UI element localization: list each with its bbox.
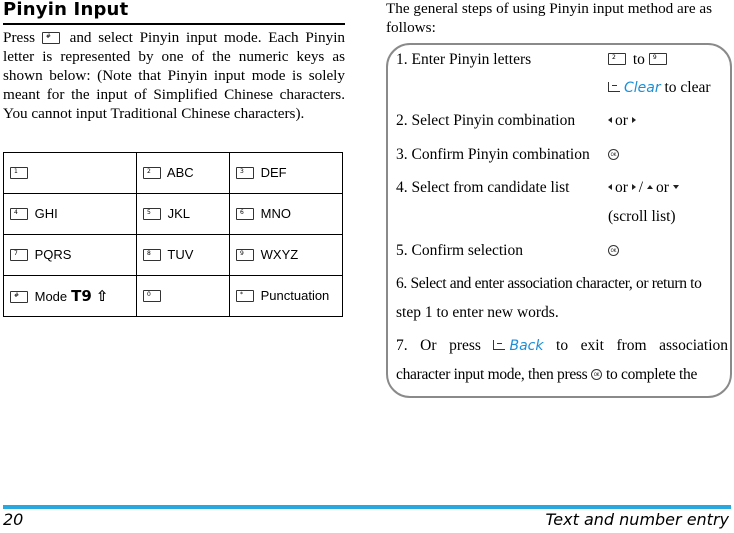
key-6-icon: 6	[236, 208, 254, 220]
softkey-icon	[493, 340, 505, 350]
key-5-icon: 5	[143, 208, 161, 220]
step-5-text: 5. Confirm selection	[396, 242, 523, 259]
step-4-scroll: (scroll list)	[608, 208, 676, 225]
key-cell	[137, 235, 230, 276]
key-letters: Punctuation	[260, 288, 330, 304]
step-2-keys: or	[608, 111, 639, 131]
steps-intro: The general steps of using Pinyin input method are as follows:	[386, 0, 713, 36]
left-arrow-icon	[608, 184, 612, 190]
key-0-icon: 0	[143, 290, 161, 302]
ok-key-icon: OK	[608, 245, 619, 256]
key-2-icon: 2	[143, 167, 161, 179]
back-softkey-label: Back	[509, 338, 544, 354]
shift-arrow-icon: ⇧	[95, 287, 109, 305]
table-row	[4, 235, 343, 276]
key-letters: PQRS	[34, 247, 72, 263]
t9-mode-icon: T9	[71, 287, 92, 305]
key-letters: Mode	[34, 289, 68, 304]
intro-paragraph	[3, 28, 345, 123]
footer-rule	[3, 505, 731, 509]
step-6-line-2: step 1 to enter new words.	[396, 304, 559, 321]
key-8-icon: 8	[143, 249, 161, 261]
step-7-line-1: 7. Or press Back to exit from association	[396, 337, 728, 354]
key-cell	[137, 276, 230, 317]
ok-key-icon: OK	[591, 369, 602, 380]
table-row	[4, 153, 343, 194]
step-7-line-2: character input mode, then press OK to complete the	[396, 366, 698, 383]
key-4-icon: 4	[10, 208, 28, 220]
page-number: 20	[3, 510, 24, 529]
hash-key-icon: #	[42, 32, 60, 44]
key-3-icon: 3	[236, 167, 254, 179]
step-1-keys: 2 to 9	[608, 50, 670, 70]
clear-softkey-label: Clear	[624, 80, 661, 96]
ok-key-icon: OK	[608, 149, 619, 160]
step-4-keys: or / or	[608, 178, 682, 198]
right-arrow-icon	[632, 184, 636, 190]
section-heading: Pinyin Input	[3, 0, 129, 20]
section-name: Text and number entry	[545, 510, 729, 529]
intro-before-key: Press	[3, 29, 36, 46]
key-7-icon: 7	[10, 249, 28, 261]
key-cell	[4, 235, 137, 276]
key-2-icon: 2	[608, 53, 626, 65]
key-letters: WXYZ	[260, 247, 299, 263]
key-letters: TUV	[167, 247, 194, 263]
step-3-text: 3. Confirm Pinyin combination	[396, 146, 590, 163]
step-3-keys	[608, 145, 623, 165]
up-arrow-icon	[647, 185, 653, 189]
key-1-icon: 1	[10, 167, 28, 179]
key-cell	[230, 235, 343, 276]
key-letters: DEF	[260, 165, 287, 181]
pinyin-key-table	[3, 152, 343, 317]
key-letters: ABC	[166, 165, 194, 181]
intro-after-key: and select Pinyin input mode. Each Pinyin letter is represented by one of the numeric keys as shown below: (Note that Pinyin input mode is solely meant for the input of Simplified Chinese characters. You cannot input Traditional Chinese characters).	[3, 29, 346, 122]
key-9-icon: 9	[236, 249, 254, 261]
step-1-text: 1. Enter Pinyin letters	[396, 51, 532, 68]
heading-rule	[3, 23, 345, 25]
key-cell	[230, 276, 343, 317]
key-cell	[137, 194, 230, 235]
softkey-icon	[608, 82, 620, 92]
key-letters: MNO	[260, 206, 291, 222]
star-key-icon: *	[236, 290, 254, 302]
step-5-keys	[608, 241, 623, 261]
key-cell	[4, 153, 137, 194]
key-9-icon: 9	[649, 53, 667, 65]
key-cell	[137, 153, 230, 194]
right-arrow-icon	[632, 117, 636, 123]
steps-box	[386, 43, 732, 398]
key-letters: GHI	[34, 206, 58, 222]
step-6-line-1: 6. Select and enter association character, or return to	[396, 275, 702, 292]
key-cell	[230, 153, 343, 194]
step-4-text: 4. Select from candidate list	[396, 179, 570, 196]
key-letters: JKL	[167, 206, 191, 222]
step-1-clear: Clear to clear	[608, 78, 711, 98]
down-arrow-icon	[673, 185, 679, 189]
left-arrow-icon	[608, 117, 612, 123]
table-row	[4, 276, 343, 317]
key-cell	[4, 276, 137, 317]
step-2-text: 2. Select Pinyin combination	[396, 112, 576, 129]
key-cell	[230, 194, 343, 235]
hash-key-icon: #	[10, 291, 28, 303]
table-row	[4, 194, 343, 235]
key-cell	[4, 194, 137, 235]
